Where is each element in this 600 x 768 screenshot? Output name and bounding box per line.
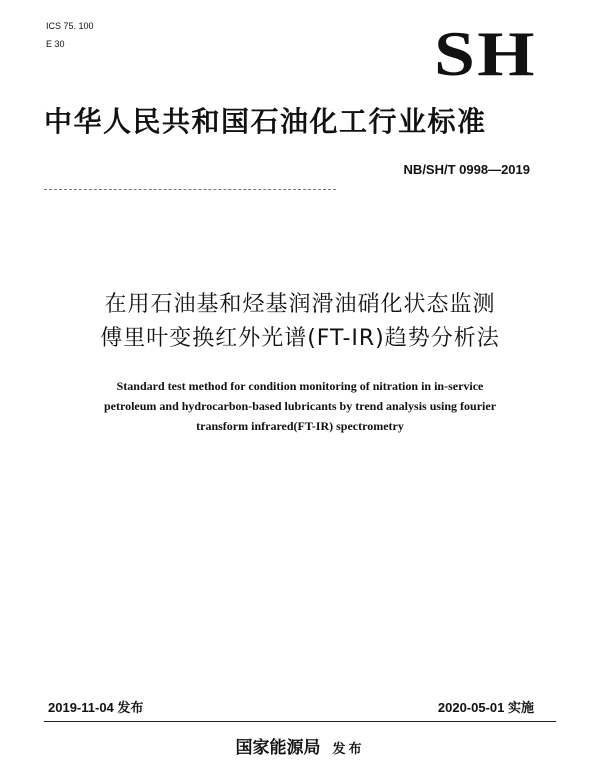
title-english-line-1: Standard test method for condition monitoring of nitration in in-service xyxy=(116,379,484,393)
issuer-name: 国家能源局 xyxy=(235,738,321,758)
title-english-line-3: transform infrared(FT-IR) spectrometry xyxy=(196,419,404,433)
header-divider xyxy=(44,189,336,190)
issue-date: 2019-11-04 发布 xyxy=(48,700,144,715)
title-chinese-line-2: 傅里叶变换红外光谱(FT-IR)趋势分析法 xyxy=(100,326,500,351)
sh-logo: SH xyxy=(434,18,537,89)
issuer xyxy=(0,737,600,761)
footer-divider xyxy=(44,721,556,722)
standard-number: NB/SH/T 0998—2019 xyxy=(403,162,530,177)
issuer-verb: 发布 xyxy=(332,742,365,757)
ccs-code: E 30 xyxy=(46,39,65,49)
title-chinese-line-1: 在用石油基和烃基润滑油硝化状态监测 xyxy=(104,292,496,317)
org-title: 中华人民共和国石油化工行业标准 xyxy=(44,105,487,138)
title-english-line-2: petroleum and hydrocarbon-based lubricants by trend analysis using fourier xyxy=(103,399,497,413)
title-chinese xyxy=(30,288,570,356)
implementation-date: 2020-05-01 实施 xyxy=(437,700,534,715)
ics-code: ICS 75. 100 xyxy=(46,21,94,31)
title-english xyxy=(30,376,570,436)
